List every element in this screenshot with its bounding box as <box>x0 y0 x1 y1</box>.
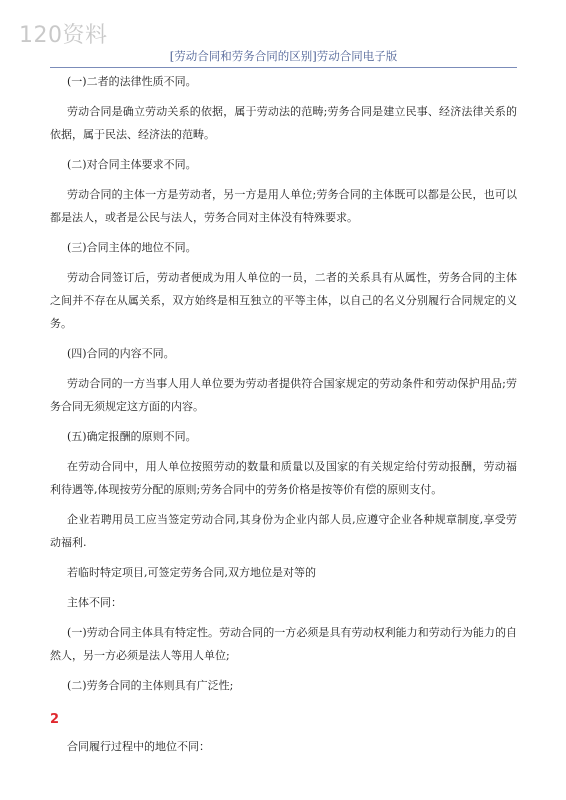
paragraph: 劳动合同的主体一方是劳动者，另一方是用人单位;劳务合同的主体既可以都是公民，也可以都是法人，或者是公民与法人，劳务合同对主体没有特殊要求。 <box>50 188 517 224</box>
paragraph: 劳动合同签订后，劳动者便成为用人单位的一员，二者的关系具有从属性，劳务合同的主体之间并不存在从属关系，双方始终是相互独立的平等主体，以自己的名义分别履行合同规定的义务。 <box>50 271 517 330</box>
paragraph: 合同履行过程中的地位不同： <box>67 740 210 753</box>
paragraph: (三)合同主体的地位不同。 <box>67 241 197 254</box>
paragraph: (四)合同的内容不同。 <box>67 347 175 360</box>
paragraph: 企业若聘用员工应当签定劳动合同,其身份为企业内部人员,应遵守企业各种规章制度,享受劳动福利. <box>50 513 517 549</box>
page-number: 2 <box>50 712 60 727</box>
paragraph: 劳动合同是确立劳动关系的依据，属于劳动法的范畴;劳务合同是建立民事、经济法律关系的依据，属于民法、经济法的范畴。 <box>50 105 517 141</box>
paragraph: (二)劳务合同的主体则具有广泛性; <box>67 679 234 692</box>
paragraph: 主体不同： <box>67 596 122 609</box>
paragraph: (五)确定报酬的原则不同。 <box>67 430 197 443</box>
document-body <box>50 70 517 697</box>
paragraph: 劳动合同的一方当事人用人单位要为劳动者提供符合国家规定的劳动条件和劳动保护用品;劳务合同无须规定这方面的内容。 <box>50 377 517 413</box>
watermark-logo: 120资料 <box>19 23 108 48</box>
paragraph: (一)二者的法律性质不同。 <box>67 75 197 88</box>
paragraph: (二)对合同主体要求不同。 <box>67 158 197 171</box>
paragraph: 若临时特定项目,可签定劳务合同,双方地位是对等的 <box>67 566 316 579</box>
paragraph: (一)劳动合同主体具有特定性。劳动合同的一方必须是具有劳动权利能力和劳动行为能力的自然人，另一方必须是法人等用人单位; <box>50 626 517 662</box>
document-header: [劳动合同和劳务合同的区别]劳动合同电子版 <box>50 48 517 68</box>
paragraph: 在劳动合同中，用人单位按照劳动的数量和质量以及国家的有关规定给付劳动报酬，劳动福利待遇等,体现按劳分配的原则;劳务合同中的劳务价格是按等价有偿的原则支付。 <box>50 460 517 496</box>
